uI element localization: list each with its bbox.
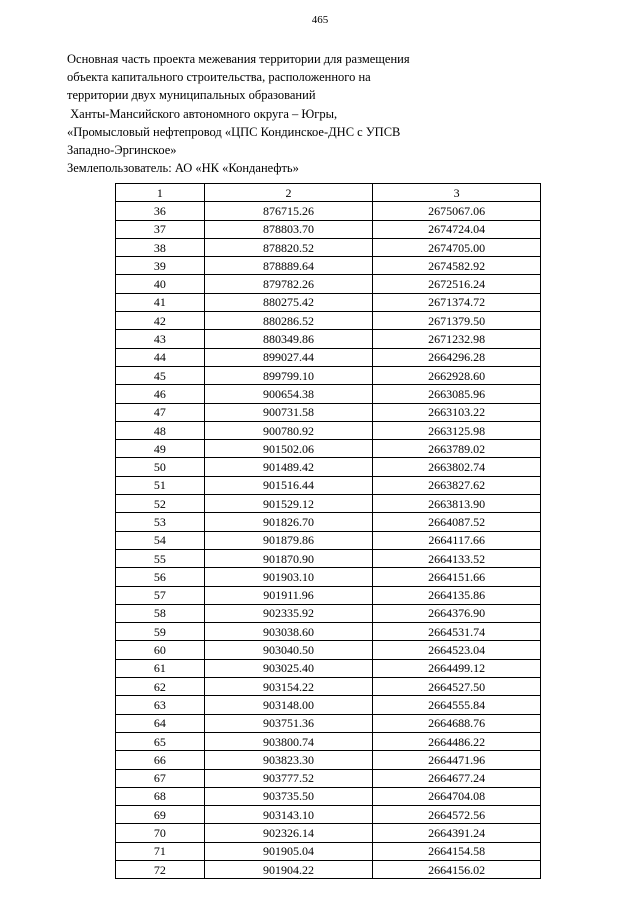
y-coordinate-cell: 2664531.74	[373, 623, 541, 641]
x-coordinate-cell: 903800.74	[204, 732, 373, 750]
x-coordinate-cell: 901904.22	[204, 860, 373, 878]
y-coordinate-cell: 2663802.74	[373, 458, 541, 476]
x-coordinate-cell: 901516.44	[204, 476, 373, 494]
table-row	[116, 293, 541, 311]
table-row	[116, 787, 541, 805]
table-row	[116, 623, 541, 641]
y-coordinate-cell: 2664527.50	[373, 678, 541, 696]
point-number-cell: 60	[116, 641, 205, 659]
column-header: 3	[373, 184, 541, 202]
x-coordinate-cell: 901905.04	[204, 842, 373, 860]
point-number-cell: 47	[116, 403, 205, 421]
table-row	[116, 458, 541, 476]
table-row	[116, 385, 541, 403]
header-line: Западно-Эргинское»	[67, 143, 177, 158]
x-coordinate-cell: 902335.92	[204, 604, 373, 622]
y-coordinate-cell: 2674724.04	[373, 220, 541, 238]
y-coordinate-cell: 2671379.50	[373, 312, 541, 330]
table-row	[116, 403, 541, 421]
table-row	[116, 806, 541, 824]
x-coordinate-cell: 903735.50	[204, 787, 373, 805]
table-row	[116, 421, 541, 439]
y-coordinate-cell: 2664688.76	[373, 714, 541, 732]
point-number-cell: 50	[116, 458, 205, 476]
point-number-cell: 40	[116, 275, 205, 293]
header-line: Основная часть проекта межевания территории для размещения	[67, 52, 410, 66]
column-header: 2	[204, 184, 373, 202]
x-coordinate-cell: 878820.52	[204, 238, 373, 256]
table-row	[116, 348, 541, 366]
table-row	[116, 659, 541, 677]
point-number-cell: 56	[116, 568, 205, 586]
x-coordinate-cell: 903777.52	[204, 769, 373, 787]
x-coordinate-cell: 878803.70	[204, 220, 373, 238]
point-number-cell: 39	[116, 257, 205, 275]
point-number-cell: 57	[116, 586, 205, 604]
table-row	[116, 714, 541, 732]
x-coordinate-cell: 899799.10	[204, 366, 373, 384]
table-row	[116, 641, 541, 659]
page-number: 465	[311, 14, 329, 26]
y-coordinate-cell: 2664499.12	[373, 659, 541, 677]
x-coordinate-cell: 901502.06	[204, 440, 373, 458]
point-number-cell: 61	[116, 659, 205, 677]
table-header-row	[116, 184, 541, 202]
y-coordinate-cell: 2663125.98	[373, 421, 541, 439]
y-coordinate-cell: 2664135.86	[373, 586, 541, 604]
header-line: Ханты-Мансийского автономного округа – Югры,	[67, 106, 338, 121]
column-header: 1	[116, 184, 205, 202]
x-coordinate-cell: 903143.10	[204, 806, 373, 824]
table-row	[116, 604, 541, 622]
y-coordinate-cell: 2664087.52	[373, 513, 541, 531]
document-header	[67, 50, 487, 177]
table-row	[116, 586, 541, 604]
x-coordinate-cell: 901911.96	[204, 586, 373, 604]
y-coordinate-cell: 2664523.04	[373, 641, 541, 659]
x-coordinate-cell: 901826.70	[204, 513, 373, 531]
table-row	[116, 366, 541, 384]
table-body	[116, 202, 541, 879]
header-line: территории двух муниципальных образований	[67, 88, 316, 103]
y-coordinate-cell: 2671232.98	[373, 330, 541, 348]
x-coordinate-cell: 878889.64	[204, 257, 373, 275]
point-number-cell: 72	[116, 860, 205, 878]
land-user-line: Землепользователь: АО «НК «Конданефть»	[67, 161, 299, 176]
point-number-cell: 64	[116, 714, 205, 732]
table-row	[116, 769, 541, 787]
table-row	[116, 275, 541, 293]
x-coordinate-cell: 901879.86	[204, 531, 373, 549]
y-coordinate-cell: 2674582.92	[373, 257, 541, 275]
table-row	[116, 568, 541, 586]
point-number-cell: 65	[116, 732, 205, 750]
header-line: объекта капитального строительства, расположенного на	[67, 70, 371, 85]
x-coordinate-cell: 902326.14	[204, 824, 373, 842]
table-row	[116, 751, 541, 769]
point-number-cell: 71	[116, 842, 205, 860]
point-number-cell: 54	[116, 531, 205, 549]
table-row	[116, 440, 541, 458]
table-row	[116, 842, 541, 860]
point-number-cell: 55	[116, 549, 205, 567]
x-coordinate-cell: 880286.52	[204, 312, 373, 330]
table-row	[116, 678, 541, 696]
y-coordinate-cell: 2663789.02	[373, 440, 541, 458]
point-number-cell: 59	[116, 623, 205, 641]
y-coordinate-cell: 2664156.02	[373, 860, 541, 878]
table-row	[116, 476, 541, 494]
y-coordinate-cell: 2663827.62	[373, 476, 541, 494]
y-coordinate-cell: 2664704.08	[373, 787, 541, 805]
point-number-cell: 49	[116, 440, 205, 458]
x-coordinate-cell: 901489.42	[204, 458, 373, 476]
table-row	[116, 238, 541, 256]
x-coordinate-cell: 901903.10	[204, 568, 373, 586]
table-row	[116, 330, 541, 348]
x-coordinate-cell: 879782.26	[204, 275, 373, 293]
table-row	[116, 824, 541, 842]
x-coordinate-cell: 901529.12	[204, 495, 373, 513]
y-coordinate-cell: 2675067.06	[373, 202, 541, 220]
point-number-cell: 66	[116, 751, 205, 769]
table-row	[116, 312, 541, 330]
y-coordinate-cell: 2674705.00	[373, 238, 541, 256]
point-number-cell: 42	[116, 312, 205, 330]
point-number-cell: 48	[116, 421, 205, 439]
point-number-cell: 52	[116, 495, 205, 513]
point-number-cell: 36	[116, 202, 205, 220]
x-coordinate-cell: 903823.30	[204, 751, 373, 769]
table-row	[116, 531, 541, 549]
point-number-cell: 68	[116, 787, 205, 805]
y-coordinate-cell: 2662928.60	[373, 366, 541, 384]
table-row	[116, 860, 541, 878]
y-coordinate-cell: 2664391.24	[373, 824, 541, 842]
x-coordinate-cell: 900731.58	[204, 403, 373, 421]
table-row	[116, 495, 541, 513]
x-coordinate-cell: 903148.00	[204, 696, 373, 714]
y-coordinate-cell: 2664117.66	[373, 531, 541, 549]
point-number-cell: 63	[116, 696, 205, 714]
point-number-cell: 69	[116, 806, 205, 824]
y-coordinate-cell: 2664677.24	[373, 769, 541, 787]
point-number-cell: 58	[116, 604, 205, 622]
header-line: «Промысловый нефтепровод «ЦПС Кондинское-ДНС с УПСВ	[67, 124, 401, 139]
x-coordinate-cell: 876715.26	[204, 202, 373, 220]
point-number-cell: 67	[116, 769, 205, 787]
y-coordinate-cell: 2664376.90	[373, 604, 541, 622]
y-coordinate-cell: 2664133.52	[373, 549, 541, 567]
point-number-cell: 41	[116, 293, 205, 311]
table-row	[116, 513, 541, 531]
point-number-cell: 45	[116, 366, 205, 384]
table-row	[116, 549, 541, 567]
point-number-cell: 37	[116, 220, 205, 238]
point-number-cell: 44	[116, 348, 205, 366]
x-coordinate-cell: 903751.36	[204, 714, 373, 732]
y-coordinate-cell: 2664555.84	[373, 696, 541, 714]
y-coordinate-cell: 2664471.96	[373, 751, 541, 769]
x-coordinate-cell: 900654.38	[204, 385, 373, 403]
coordinates-table	[115, 183, 541, 879]
table-row	[116, 257, 541, 275]
table-row	[116, 202, 541, 220]
point-number-cell: 51	[116, 476, 205, 494]
table-row	[116, 732, 541, 750]
x-coordinate-cell: 903154.22	[204, 678, 373, 696]
y-coordinate-cell: 2672516.24	[373, 275, 541, 293]
y-coordinate-cell: 2664572.56	[373, 806, 541, 824]
table-row	[116, 220, 541, 238]
point-number-cell: 43	[116, 330, 205, 348]
x-coordinate-cell: 900780.92	[204, 421, 373, 439]
x-coordinate-cell: 880349.86	[204, 330, 373, 348]
point-number-cell: 62	[116, 678, 205, 696]
y-coordinate-cell: 2671374.72	[373, 293, 541, 311]
x-coordinate-cell: 880275.42	[204, 293, 373, 311]
table-row	[116, 696, 541, 714]
point-number-cell: 38	[116, 238, 205, 256]
point-number-cell: 46	[116, 385, 205, 403]
y-coordinate-cell: 2664486.22	[373, 732, 541, 750]
x-coordinate-cell: 903040.50	[204, 641, 373, 659]
point-number-cell: 53	[116, 513, 205, 531]
y-coordinate-cell: 2663085.96	[373, 385, 541, 403]
y-coordinate-cell: 2663103.22	[373, 403, 541, 421]
x-coordinate-cell: 899027.44	[204, 348, 373, 366]
y-coordinate-cell: 2664151.66	[373, 568, 541, 586]
y-coordinate-cell: 2664296.28	[373, 348, 541, 366]
x-coordinate-cell: 901870.90	[204, 549, 373, 567]
y-coordinate-cell: 2664154.58	[373, 842, 541, 860]
x-coordinate-cell: 903038.60	[204, 623, 373, 641]
point-number-cell: 70	[116, 824, 205, 842]
y-coordinate-cell: 2663813.90	[373, 495, 541, 513]
x-coordinate-cell: 903025.40	[204, 659, 373, 677]
